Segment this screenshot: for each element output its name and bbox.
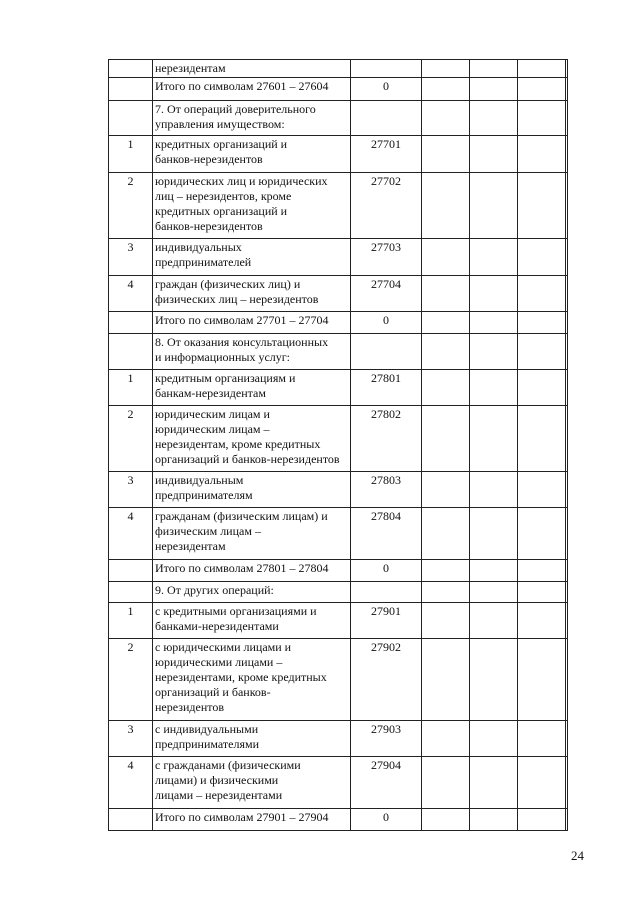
empty-cell <box>470 370 518 406</box>
empty-cell <box>470 472 518 508</box>
row-description: 7. От операций доверительного управления имуществом: <box>153 101 351 136</box>
empty-cell <box>422 472 470 508</box>
empty-cell <box>470 809 518 831</box>
empty-cell <box>470 560 518 582</box>
row-number <box>109 560 153 582</box>
empty-cell <box>518 757 566 809</box>
row-description: с кредитными организациями и банками-нерезидентами <box>153 603 351 639</box>
row-number <box>109 582 153 603</box>
empty-cell <box>422 370 470 406</box>
empty-cell <box>518 508 566 560</box>
row-description: Итого по символам 27701 – 27704 <box>153 312 351 334</box>
table-row <box>109 173 568 239</box>
table-row <box>109 312 568 334</box>
row-symbol-code: 27803 <box>351 472 422 508</box>
row-number: 3 <box>109 239 153 276</box>
row-description: кредитным организациям и банкам-нерезидентам <box>153 370 351 406</box>
empty-cell <box>422 406 470 472</box>
row-number <box>109 334 153 370</box>
empty-cell <box>518 78 566 101</box>
empty-cell <box>470 508 518 560</box>
row-description: Итого по символам 27901 – 27904 <box>153 809 351 831</box>
empty-cell <box>518 639 566 721</box>
row-number: 1 <box>109 603 153 639</box>
empty-cell <box>518 239 566 276</box>
empty-cell <box>518 334 566 370</box>
empty-cell <box>518 582 566 603</box>
row-symbol-code: 27702 <box>351 173 422 239</box>
empty-cell <box>566 639 568 721</box>
row-symbol-code: 27802 <box>351 406 422 472</box>
table-row <box>109 78 568 101</box>
table-row <box>109 101 568 136</box>
empty-cell <box>566 239 568 276</box>
empty-cell <box>470 276 518 312</box>
empty-cell <box>518 603 566 639</box>
empty-cell <box>422 78 470 101</box>
empty-cell <box>422 639 470 721</box>
empty-cell <box>422 721 470 757</box>
row-description: 9. От других операций: <box>153 582 351 603</box>
empty-cell <box>422 276 470 312</box>
empty-cell <box>470 603 518 639</box>
table-row <box>109 334 568 370</box>
row-description: индивидуальным предпринимателям <box>153 472 351 508</box>
row-symbol-code: 27701 <box>351 136 422 173</box>
table-row <box>109 809 568 831</box>
row-description: юридических лиц и юридических лиц – нерезидентов, кроме кредитных организаций и банков-нерезидентов <box>153 173 351 239</box>
row-symbol-code: 27902 <box>351 639 422 721</box>
empty-cell <box>566 809 568 831</box>
row-symbol-code: 27703 <box>351 239 422 276</box>
empty-cell <box>422 136 470 173</box>
row-number <box>109 78 153 101</box>
row-description: с индивидуальными предпринимателями <box>153 721 351 757</box>
row-symbol-code <box>351 582 422 603</box>
empty-cell <box>470 639 518 721</box>
empty-cell <box>422 560 470 582</box>
row-symbol-code: 27904 <box>351 757 422 809</box>
empty-cell <box>566 757 568 809</box>
empty-cell <box>566 334 568 370</box>
empty-cell <box>518 721 566 757</box>
empty-cell <box>566 560 568 582</box>
row-description: 8. От оказания консультационных и информационных услуг: <box>153 334 351 370</box>
empty-cell <box>470 406 518 472</box>
empty-cell <box>422 508 470 560</box>
row-number: 4 <box>109 276 153 312</box>
table-row <box>109 582 568 603</box>
empty-cell <box>470 757 518 809</box>
empty-cell <box>566 508 568 560</box>
table-row <box>109 560 568 582</box>
row-symbol-code <box>351 101 422 136</box>
empty-cell <box>566 370 568 406</box>
row-number: 1 <box>109 370 153 406</box>
row-symbol-code: 27903 <box>351 721 422 757</box>
table-row <box>109 472 568 508</box>
empty-cell <box>422 312 470 334</box>
report-table-body <box>109 60 568 831</box>
row-number: 3 <box>109 721 153 757</box>
empty-cell <box>470 173 518 239</box>
empty-cell <box>422 173 470 239</box>
row-number <box>109 60 153 78</box>
empty-cell <box>518 276 566 312</box>
empty-cell <box>422 809 470 831</box>
row-description: юридическим лицам и юридическим лицам – нерезидентам, кроме кредитных организаций и банков-нерезидентов <box>153 406 351 472</box>
empty-cell <box>422 757 470 809</box>
row-description: нерезидентам <box>153 60 351 78</box>
empty-cell <box>422 239 470 276</box>
empty-cell <box>566 60 568 78</box>
empty-cell <box>518 560 566 582</box>
row-symbol-code: 27901 <box>351 603 422 639</box>
empty-cell <box>470 239 518 276</box>
empty-cell <box>566 136 568 173</box>
table-row <box>109 639 568 721</box>
empty-cell <box>422 334 470 370</box>
row-number <box>109 101 153 136</box>
empty-cell <box>518 406 566 472</box>
empty-cell <box>422 60 470 78</box>
table-row <box>109 136 568 173</box>
table-row <box>109 603 568 639</box>
row-symbol-code <box>351 60 422 78</box>
empty-cell <box>470 312 518 334</box>
row-number: 3 <box>109 472 153 508</box>
empty-cell <box>566 406 568 472</box>
row-description: Итого по символам 27801 – 27804 <box>153 560 351 582</box>
row-symbol-code: 27704 <box>351 276 422 312</box>
row-description: Итого по символам 27601 – 27604 <box>153 78 351 101</box>
empty-cell <box>518 136 566 173</box>
row-description: кредитных организаций и банков-нерезидентов <box>153 136 351 173</box>
row-number <box>109 809 153 831</box>
row-symbol-code <box>351 334 422 370</box>
table-row <box>109 508 568 560</box>
row-symbol-code: 27804 <box>351 508 422 560</box>
empty-cell <box>470 101 518 136</box>
table-row <box>109 721 568 757</box>
row-number: 2 <box>109 406 153 472</box>
row-number: 4 <box>109 508 153 560</box>
empty-cell <box>470 334 518 370</box>
table-row <box>109 406 568 472</box>
table-row <box>109 276 568 312</box>
empty-cell <box>518 173 566 239</box>
row-symbol-code: 0 <box>351 809 422 831</box>
empty-cell <box>470 78 518 101</box>
row-symbol-code: 27801 <box>351 370 422 406</box>
empty-cell <box>566 472 568 508</box>
page-number: 24 <box>571 848 584 863</box>
empty-cell <box>470 136 518 173</box>
empty-cell <box>470 60 518 78</box>
row-number <box>109 312 153 334</box>
table-row <box>109 239 568 276</box>
empty-cell <box>422 603 470 639</box>
empty-cell <box>518 101 566 136</box>
empty-cell <box>566 721 568 757</box>
table-row <box>109 757 568 809</box>
empty-cell <box>422 582 470 603</box>
row-symbol-code: 0 <box>351 560 422 582</box>
empty-cell <box>566 173 568 239</box>
row-description: индивидуальных предпринимателей <box>153 239 351 276</box>
empty-cell <box>470 582 518 603</box>
empty-cell <box>566 276 568 312</box>
empty-cell <box>566 101 568 136</box>
empty-cell <box>566 312 568 334</box>
empty-cell <box>566 78 568 101</box>
empty-cell <box>518 809 566 831</box>
empty-cell <box>518 312 566 334</box>
table-row <box>109 60 568 78</box>
row-description: с гражданами (физическими лицами) и физическими лицами – нерезидентами <box>153 757 351 809</box>
row-number: 2 <box>109 639 153 721</box>
row-description: с юридическими лицами и юридическими лицами – нерезидентами, кроме кредитных организаций и банков- нерезидентов <box>153 639 351 721</box>
empty-cell <box>470 721 518 757</box>
report-table <box>108 59 568 831</box>
empty-cell <box>518 472 566 508</box>
empty-cell <box>566 603 568 639</box>
row-description: граждан (физических лиц) и физических лиц – нерезидентов <box>153 276 351 312</box>
row-number: 4 <box>109 757 153 809</box>
row-number: 1 <box>109 136 153 173</box>
empty-cell <box>566 582 568 603</box>
empty-cell <box>518 370 566 406</box>
row-symbol-code: 0 <box>351 312 422 334</box>
row-number: 2 <box>109 173 153 239</box>
row-description: гражданам (физическим лицам) и физическим лицам – нерезидентам <box>153 508 351 560</box>
empty-cell <box>518 60 566 78</box>
row-symbol-code: 0 <box>351 78 422 101</box>
empty-cell <box>422 101 470 136</box>
table-row <box>109 370 568 406</box>
